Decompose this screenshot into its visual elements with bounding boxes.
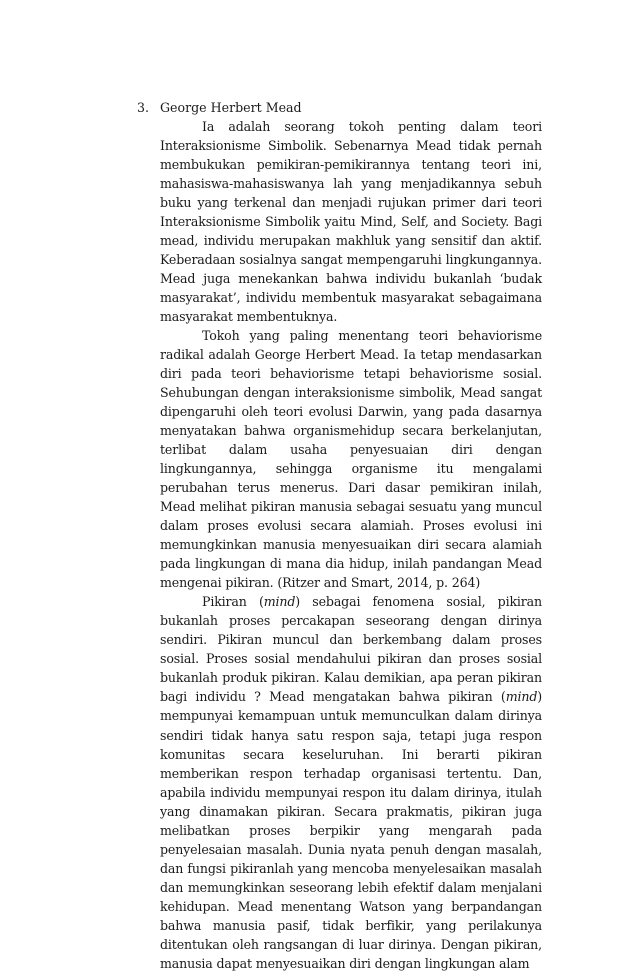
paragraph-3-term-mind-1: mind — [263, 594, 296, 610]
paragraph-3-text-c: ) mempunyai kemampuan untuk memunculkan dalam dirinya sendiri tidak hanya satu respon saja, tetapi juga respon komunitas secara keseluruhan. Ini berarti pikiran memberikan respon terhadap organisasi tertentu. Dan, apabila individu mempunyai respon itu dalam dirinya, itulah yang dinamakan pikiran. Secara prakmatis, pikiran juga melibatkan proses berpikir yang mengarah pada penyelesaian masalah. Dunia nyata penuh dengan masalah, dan fungsi pikiranlah yang mencoba menyelesaikan masalah dan memungkinkan seseorang lebih efektif dalam menjalani kehidupan. Mead menentang Watson yang berpandangan bahwa manusia pasif, tidak berfikir, yang perilakunya ditentukan oleh rangsangan di luar dirinya. Dengan pikiran, manusia dapat menyesuaikan diri dengan lingkungan alam — [160, 689, 542, 971]
paragraph-2-text: Tokoh yang paling menentang teori behaviorisme radikal adalah George Herbert Mead. Ia tetap mendasarkan diri pada teori behaviorisme tetapi behaviorisme sosial. Sehubungan dengan interaksionisme simbolik, Mead sangat dipengaruhi oleh teori evolusi Darwin, yang pada dasarnya menyatakan bahwa organismehidup secara berkelanjutan, terlibat dalam usaha penyesuaian diri dengan lingkungannya, sehingga organisme itu mengalami perubahan terus menerus. Dari dasar pemikiran inilah, Mead melihat pikiran manusia sebagai sesuatu yang muncul dalam proses evolusi secara alamiah. Proses evolusi ini memungkinkan manusia menyesuaikan diri secara alamiah pada lingkungan di mana dia hidup, inilah pandangan Mead mengenai pikiran. (Ritzer and Smart, 2014, p. 264) — [160, 328, 542, 591]
paragraph-1-text: Ia adalah seorang tokoh penting dalam teori Interaksionisme Simbolik. Sebenarnya Mead tidak pernah membukukan pemikiran-pemikirannya tentang teori ini, mahasiswa-mahasiswanya lah yang menjadikannya sebuh buku yang terkenal dan menjadi rujukan primer dari teori Interaksionisme Simbolik yaitu Mind, Self, and Society. Bagi mead, individu merupakan makhluk yang sensitif dan aktif. Keberadaan sosialnya sangat mempengaruhi lingkungannya. Mead juga menekankan bahwa individu bukanlah ‘budak masyarakat’, individu membentuk masyarakat sebagaimana masyarakat membentuknya. — [160, 119, 542, 325]
paragraph-3-text-b: ) sebagai fenomena sosial, pikiran bukanlah proses percakapan seseorang dengan dirinya sendiri. Pikiran muncul dan berkembang dalam proses sosial. Proses sosial mendahului pikiran dan proses sosial bukanlah produk pikiran. Kalau demikian, apa peran pikiran bagi individu ? Mead mengatakan bahwa pikiran ( — [160, 594, 542, 705]
paragraph-3-term-mind-2: mind — [505, 689, 538, 705]
section-title: George Herbert Mead — [160, 100, 302, 115]
paragraph-3-text-a: Pikiran ( — [202, 594, 264, 610]
paragraph-2 — [160, 326, 542, 592]
paragraph-3 — [160, 592, 542, 972]
section-number: 3. — [137, 100, 150, 115]
section-heading — [137, 98, 302, 117]
paragraph-1 — [160, 117, 542, 326]
body-text — [160, 117, 542, 973]
